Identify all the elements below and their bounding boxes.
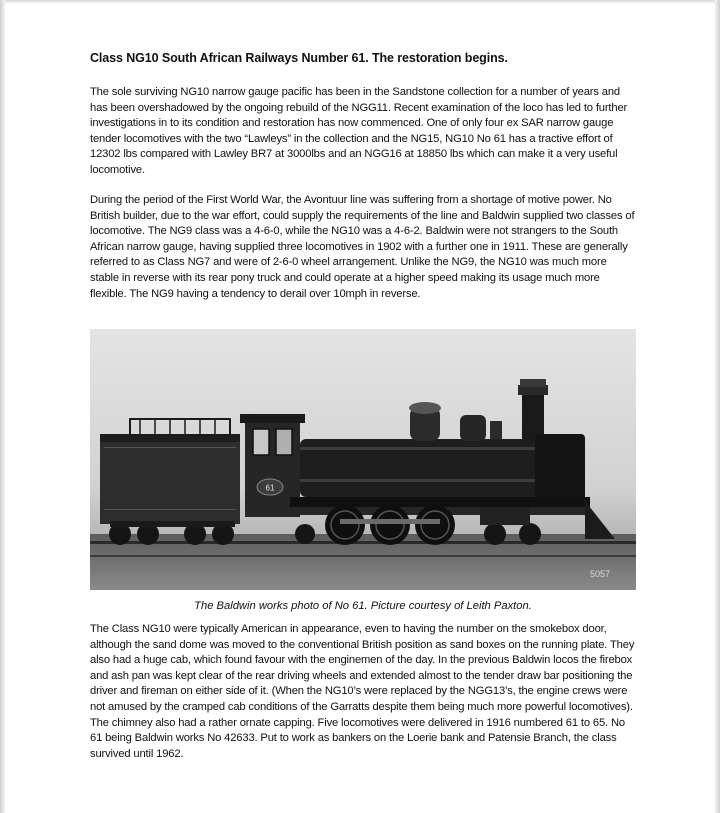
document-title: Class NG10 South African Railways Number 61. The restoration begins. (90, 51, 508, 65)
locomotive-photo (90, 329, 636, 590)
page-right-edge (715, 0, 720, 813)
page-left-edge (0, 0, 5, 813)
photo-caption: The Baldwin works photo of No 61. Picture courtesy of Leith Paxton. (194, 600, 532, 612)
page-top-edge (0, 0, 720, 4)
smokebox-number-plate (257, 479, 283, 495)
paragraph-history: During the period of the First World War, the Avontuur line was suffering from a shortage of motive power. No British builder, due to the war effort, could supply the requirements of the line and Baldwin supplied two classes of locomotive. The NG9 class was a 4-6-0, while the NG10 was a 4-6-2. Baldwin were not strangers to the South African narrow gauge, having supplied three locomotives in 1902 with a further one in 1911. These are generally referred to as Class NG7 and were of 2-6-0 wheel arrangement. Unlike the NG9, the NG10 was much more stable in reverse with its rear pony truck and could operate at a higher speed making its usage much more flexible. The NG9 having a tendency to derail over 10mph in reverse. (90, 194, 635, 300)
document-body (90, 50, 638, 318)
tender (100, 419, 240, 545)
smokebox-number-text: 61 (265, 483, 275, 493)
photo-corner-mark: 5057 (589, 569, 610, 579)
paragraph-design: The Class NG10 were typically American in appearance, even to having the number on the smokebox door, although the sand dome was moved to the conventional British position as sand boxes on the running plate. They also had a huge cab, which found favour with the enginemen of the day. In the previous Baldwin locos the firebox and ash pan was kept clear of the rear driving wheels and extended almost to the tender draw bar positioning the driver and fireman on either side of it. (When the NG10’s were replaced by the NGG13’s, the engine crews were not amused by the cramped cab conditions of the Garratts despite them being much more powerful locomotives). The chimney also had a rather ornate capping. Five locomotives were delivered in 1916 numbered 61 to 65. No 61 being Baldwin works No 42633. Put to work as bankers on the Loerie bank and Patensie Branch, the class survived until 1962. (90, 623, 635, 760)
paragraph-intro: The sole surviving NG10 narrow gauge pacific has been in the Sandstone collection for a number of years and has been overshadowed by the ongoing rebuild of the NGG11. Recent examination of the loco has led to further investigations in to its condition and restoration has now commenced. One of only four ex SAR narrow gauge tender locomotives with the two “Lawleys” in the collection and the NG15, NG10 No 61 has a tractive effort of 12302 lbs compared with Lawley BR7 at 3000lbs and an NGG16 at 18850 lbs which can make it a very useful locomotive. (90, 86, 628, 176)
